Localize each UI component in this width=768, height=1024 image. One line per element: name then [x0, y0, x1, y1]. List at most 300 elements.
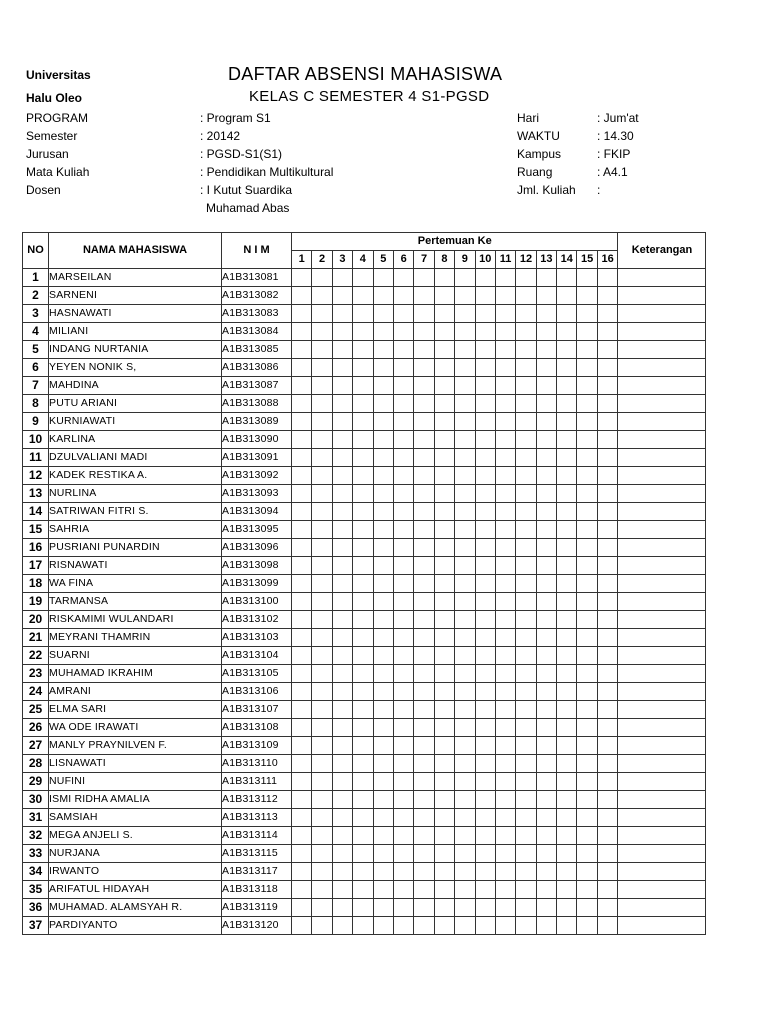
attendance-cell [475, 737, 495, 755]
attendance-cell [353, 575, 373, 593]
attendance-cell [475, 341, 495, 359]
attendance-cell [414, 881, 434, 899]
attendance-cell [577, 449, 597, 467]
attendance-cell [332, 449, 352, 467]
attendance-cell [536, 467, 556, 485]
attendance-cell [393, 611, 413, 629]
attendance-cell [332, 917, 352, 935]
attendance-cell [516, 845, 536, 863]
attendance-cell [577, 755, 597, 773]
attendance-cell [536, 341, 556, 359]
attendance-cell [516, 413, 536, 431]
attendance-cell [373, 917, 393, 935]
attendance-cell [393, 593, 413, 611]
attendance-cell [597, 377, 618, 395]
attendance-cell [475, 431, 495, 449]
meeting-number: 4 [353, 251, 373, 269]
notes-cell [618, 845, 706, 863]
attendance-cell [414, 557, 434, 575]
attendance-cell [536, 809, 556, 827]
attendance-cell [414, 539, 434, 557]
attendance-cell [455, 287, 475, 305]
meeting-number: 8 [434, 251, 454, 269]
notes-cell [618, 809, 706, 827]
attendance-cell [597, 269, 618, 287]
attendance-cell [312, 791, 332, 809]
attendance-cell [455, 917, 475, 935]
attendance-cell [597, 287, 618, 305]
attendance-cell [434, 773, 454, 791]
attendance-cell [393, 755, 413, 773]
attendance-cell [455, 683, 475, 701]
student-nim: A1B313112 [222, 791, 292, 809]
attendance-cell [577, 791, 597, 809]
attendance-cell [292, 395, 312, 413]
attendance-cell [495, 791, 515, 809]
attendance-cell [577, 503, 597, 521]
attendance-cell [292, 647, 312, 665]
attendance-cell [353, 485, 373, 503]
student-name: LISNAWATI [49, 755, 222, 773]
attendance-cell [414, 503, 434, 521]
attendance-cell [597, 719, 618, 737]
attendance-cell [292, 899, 312, 917]
attendance-cell [312, 359, 332, 377]
attendance-cell [312, 647, 332, 665]
attendance-cell [373, 377, 393, 395]
student-name: NURLINA [49, 485, 222, 503]
attendance-cell [373, 359, 393, 377]
attendance-cell [455, 341, 475, 359]
student-nim: A1B313114 [222, 827, 292, 845]
student-nim: A1B313105 [222, 665, 292, 683]
attendance-cell [557, 305, 577, 323]
attendance-cell [455, 611, 475, 629]
attendance-cell [455, 575, 475, 593]
attendance-cell [434, 917, 454, 935]
attendance-cell [536, 881, 556, 899]
attendance-cell [373, 539, 393, 557]
student-nim: A1B313091 [222, 449, 292, 467]
attendance-cell [393, 917, 413, 935]
table-row [23, 323, 706, 341]
attendance-cell [455, 323, 475, 341]
row-number: 32 [23, 827, 49, 845]
attendance-cell [495, 413, 515, 431]
attendance-cell [597, 701, 618, 719]
attendance-cell [393, 503, 413, 521]
notes-cell [618, 647, 706, 665]
attendance-cell [353, 845, 373, 863]
attendance-cell [292, 665, 312, 683]
attendance-cell [516, 737, 536, 755]
student-name: MANLY PRAYNILVEN F. [49, 737, 222, 755]
attendance-cell [292, 863, 312, 881]
attendance-cell [536, 629, 556, 647]
student-name: MILIANI [49, 323, 222, 341]
attendance-cell [434, 791, 454, 809]
attendance-cell [577, 611, 597, 629]
student-name: MAHDINA [49, 377, 222, 395]
attendance-cell [353, 521, 373, 539]
info-value: : Pendidikan Multikultural [200, 165, 334, 179]
attendance-cell [536, 359, 556, 377]
attendance-cell [475, 683, 495, 701]
attendance-cell [495, 683, 515, 701]
info-value: : Program S1 [200, 111, 271, 125]
attendance-cell [292, 485, 312, 503]
attendance-cell [312, 449, 332, 467]
row-number: 33 [23, 845, 49, 863]
row-number: 36 [23, 899, 49, 917]
attendance-cell [495, 359, 515, 377]
attendance-cell [332, 269, 352, 287]
attendance-cell [292, 773, 312, 791]
attendance-cell [455, 521, 475, 539]
attendance-cell [516, 575, 536, 593]
attendance-cell [292, 683, 312, 701]
attendance-cell [536, 863, 556, 881]
attendance-cell [557, 467, 577, 485]
attendance-cell [393, 341, 413, 359]
attendance-cell [577, 863, 597, 881]
table-row [23, 521, 706, 539]
attendance-cell [393, 467, 413, 485]
row-number: 26 [23, 719, 49, 737]
attendance-cell [557, 827, 577, 845]
attendance-cell [332, 737, 352, 755]
row-number: 27 [23, 737, 49, 755]
row-number: 11 [23, 449, 49, 467]
student-name: PUTU ARIANI [49, 395, 222, 413]
attendance-cell [577, 899, 597, 917]
attendance-cell [516, 431, 536, 449]
student-name: ARIFATUL HIDAYAH [49, 881, 222, 899]
attendance-cell [516, 395, 536, 413]
attendance-cell [597, 773, 618, 791]
attendance-cell [475, 323, 495, 341]
attendance-cell [414, 575, 434, 593]
attendance-cell [393, 719, 413, 737]
attendance-cell [332, 863, 352, 881]
notes-cell [618, 521, 706, 539]
attendance-cell [597, 647, 618, 665]
attendance-cell [597, 575, 618, 593]
attendance-cell [536, 323, 556, 341]
attendance-cell [475, 449, 495, 467]
student-nim: A1B313083 [222, 305, 292, 323]
attendance-cell [393, 827, 413, 845]
attendance-cell [475, 791, 495, 809]
attendance-cell [292, 809, 312, 827]
meeting-number: 6 [393, 251, 413, 269]
attendance-cell [353, 359, 373, 377]
attendance-cell [536, 521, 556, 539]
attendance-cell [373, 845, 393, 863]
attendance-cell [353, 773, 373, 791]
attendance-cell [536, 557, 556, 575]
attendance-cell [475, 665, 495, 683]
notes-cell [618, 413, 706, 431]
attendance-cell [577, 575, 597, 593]
attendance-cell [597, 881, 618, 899]
attendance-cell [516, 629, 536, 647]
attendance-cell [475, 593, 495, 611]
attendance-cell [434, 539, 454, 557]
student-name: IRWANTO [49, 863, 222, 881]
table-row [23, 449, 706, 467]
student-name: MARSEILAN [49, 269, 222, 287]
student-nim: A1B313085 [222, 341, 292, 359]
row-number: 35 [23, 881, 49, 899]
attendance-cell [495, 773, 515, 791]
attendance-cell [414, 701, 434, 719]
student-name: MEYRANI THAMRIN [49, 629, 222, 647]
attendance-cell [455, 359, 475, 377]
attendance-cell [475, 467, 495, 485]
attendance-cell [434, 431, 454, 449]
student-nim: A1B313109 [222, 737, 292, 755]
attendance-cell [597, 341, 618, 359]
attendance-cell [393, 899, 413, 917]
table-row [23, 611, 706, 629]
attendance-cell [475, 809, 495, 827]
attendance-cell [312, 557, 332, 575]
attendance-cell [373, 773, 393, 791]
student-name: AMRANI [49, 683, 222, 701]
attendance-cell [557, 323, 577, 341]
attendance-cell [475, 521, 495, 539]
student-nim: A1B313088 [222, 395, 292, 413]
table-row [23, 845, 706, 863]
attendance-cell [455, 881, 475, 899]
attendance-cell [577, 683, 597, 701]
attendance-cell [475, 503, 495, 521]
attendance-cell [536, 377, 556, 395]
attendance-cell [414, 755, 434, 773]
attendance-cell [292, 611, 312, 629]
attendance-cell [516, 485, 536, 503]
row-number: 9 [23, 413, 49, 431]
attendance-cell [516, 449, 536, 467]
notes-cell [618, 863, 706, 881]
attendance-cell [434, 413, 454, 431]
table-row [23, 737, 706, 755]
row-number: 16 [23, 539, 49, 557]
student-name: MUHAMAD. ALAMSYAH R. [49, 899, 222, 917]
attendance-cell [475, 719, 495, 737]
row-number: 2 [23, 287, 49, 305]
attendance-cell [455, 719, 475, 737]
attendance-cell [495, 701, 515, 719]
attendance-cell [393, 647, 413, 665]
attendance-cell [353, 413, 373, 431]
student-name: WA ODE IRAWATI [49, 719, 222, 737]
attendance-cell [557, 539, 577, 557]
attendance-cell [373, 737, 393, 755]
attendance-cell [475, 413, 495, 431]
notes-cell [618, 683, 706, 701]
attendance-cell [557, 719, 577, 737]
attendance-cell [597, 521, 618, 539]
attendance-cell [353, 269, 373, 287]
attendance-cell [557, 377, 577, 395]
header-nim: N I M [222, 233, 292, 269]
notes-cell [618, 737, 706, 755]
attendance-cell [577, 629, 597, 647]
attendance-cell [536, 755, 556, 773]
attendance-cell [353, 323, 373, 341]
notes-cell [618, 899, 706, 917]
attendance-cell [577, 323, 597, 341]
attendance-cell [536, 647, 556, 665]
row-number: 6 [23, 359, 49, 377]
student-nim: A1B313081 [222, 269, 292, 287]
attendance-cell [373, 827, 393, 845]
attendance-cell [475, 395, 495, 413]
notes-cell [618, 359, 706, 377]
attendance-cell [495, 737, 515, 755]
attendance-cell [434, 395, 454, 413]
row-number: 18 [23, 575, 49, 593]
attendance-cell [353, 305, 373, 323]
attendance-cell [434, 719, 454, 737]
meeting-number: 2 [312, 251, 332, 269]
attendance-cell [292, 881, 312, 899]
attendance-cell [312, 629, 332, 647]
attendance-cell [393, 701, 413, 719]
attendance-cell [434, 503, 454, 521]
student-name: SATRIWAN FITRI S. [49, 503, 222, 521]
attendance-cell [536, 485, 556, 503]
row-number: 12 [23, 467, 49, 485]
table-row [23, 413, 706, 431]
attendance-cell [373, 629, 393, 647]
attendance-cell [312, 485, 332, 503]
table-row [23, 557, 706, 575]
attendance-cell [516, 755, 536, 773]
attendance-cell [577, 881, 597, 899]
attendance-cell [475, 845, 495, 863]
attendance-cell [353, 557, 373, 575]
attendance-cell [393, 881, 413, 899]
attendance-cell [495, 431, 515, 449]
attendance-cell [312, 827, 332, 845]
attendance-cell [455, 467, 475, 485]
attendance-cell [577, 413, 597, 431]
attendance-cell [434, 449, 454, 467]
attendance-cell [312, 395, 332, 413]
attendance-cell [292, 827, 312, 845]
attendance-cell [557, 791, 577, 809]
attendance-cell [353, 863, 373, 881]
attendance-cell [373, 503, 393, 521]
header-notes: Keterangan [618, 233, 706, 269]
info-value: : PGSD-S1(S1) [200, 147, 283, 161]
attendance-cell [292, 413, 312, 431]
attendance-cell [516, 359, 536, 377]
attendance-cell [332, 647, 352, 665]
attendance-cell [557, 449, 577, 467]
notes-cell [618, 269, 706, 287]
meeting-number: 11 [495, 251, 515, 269]
attendance-cell [516, 665, 536, 683]
attendance-cell [495, 899, 515, 917]
attendance-cell [536, 665, 556, 683]
attendance-cell [475, 827, 495, 845]
attendance-cell [332, 305, 352, 323]
attendance-cell [434, 611, 454, 629]
attendance-cell [332, 359, 352, 377]
attendance-cell [414, 899, 434, 917]
attendance-cell [597, 629, 618, 647]
attendance-cell [597, 503, 618, 521]
student-name: ISMI RIDHA AMALIA [49, 791, 222, 809]
attendance-cell [312, 863, 332, 881]
attendance-cell [557, 413, 577, 431]
row-number: 21 [23, 629, 49, 647]
attendance-cell [577, 521, 597, 539]
attendance-cell [597, 431, 618, 449]
attendance-cell [292, 791, 312, 809]
attendance-cell [557, 359, 577, 377]
attendance-cell [332, 701, 352, 719]
attendance-cell [455, 629, 475, 647]
attendance-cell [536, 305, 556, 323]
attendance-cell [292, 917, 312, 935]
attendance-cell [475, 305, 495, 323]
student-name: NUFINI [49, 773, 222, 791]
attendance-cell [455, 449, 475, 467]
attendance-cell [597, 827, 618, 845]
attendance-cell [414, 917, 434, 935]
table-row [23, 539, 706, 557]
attendance-cell [434, 755, 454, 773]
info-value: : 14.30 [597, 129, 634, 143]
attendance-cell [393, 395, 413, 413]
student-nim: A1B313090 [222, 431, 292, 449]
header-no: NO [23, 233, 49, 269]
attendance-cell [475, 557, 495, 575]
student-nim: A1B313086 [222, 359, 292, 377]
attendance-cell [516, 881, 536, 899]
attendance-cell [536, 575, 556, 593]
info-value: : 20142 [200, 129, 241, 143]
student-nim: A1B313103 [222, 629, 292, 647]
attendance-cell [495, 809, 515, 827]
attendance-cell [373, 647, 393, 665]
attendance-cell [414, 683, 434, 701]
meeting-number: 12 [516, 251, 536, 269]
attendance-cell [312, 287, 332, 305]
attendance-cell [455, 773, 475, 791]
attendance-cell [455, 503, 475, 521]
attendance-cell [292, 449, 312, 467]
notes-cell [618, 827, 706, 845]
attendance-cell [577, 917, 597, 935]
attendance-cell [516, 773, 536, 791]
meeting-number: 5 [373, 251, 393, 269]
info-label: Jml. Kuliah [517, 183, 576, 197]
attendance-cell [332, 413, 352, 431]
notes-cell [618, 917, 706, 935]
attendance-cell [414, 863, 434, 881]
attendance-cell [332, 287, 352, 305]
attendance-cell [353, 665, 373, 683]
row-number: 31 [23, 809, 49, 827]
attendance-cell [373, 323, 393, 341]
attendance-cell [434, 287, 454, 305]
